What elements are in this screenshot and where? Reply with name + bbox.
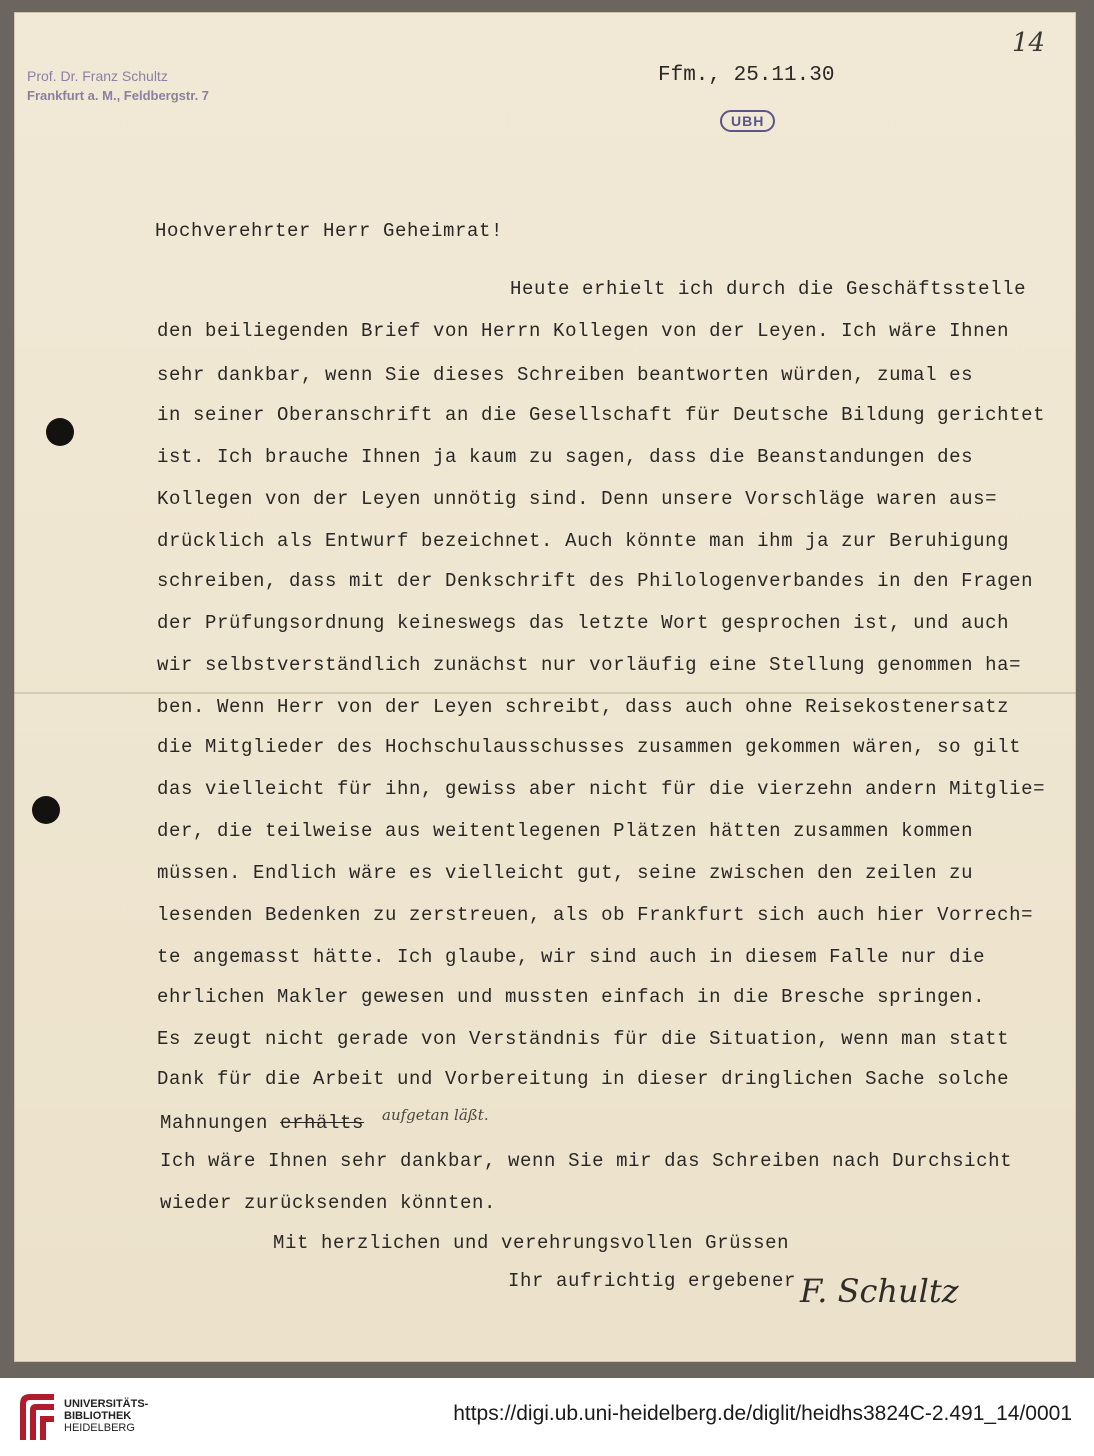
body-line: Heute erhielt ich durch die Geschäftsstelle bbox=[510, 278, 1027, 300]
library-name bbox=[64, 1398, 148, 1434]
body-line: sehr dankbar, wenn Sie dieses Schreiben beantworten würden, zumal es bbox=[157, 364, 974, 386]
body-line: ist. Ich brauche Ihnen ja kaum zu sagen, dass die Beanstandungen des bbox=[157, 446, 974, 468]
document-url[interactable]: https://digi.ub.uni-heidelberg.de/diglit/heidhs3824C-2.491_14/0001 bbox=[453, 1402, 1072, 1425]
body-line: te angemasst hätte. Ich glaube, wir sind auch in diesem Falle nur die bbox=[157, 946, 986, 968]
body-line: in seiner Oberanschrift an die Gesellschaft für Deutsche Bildung gerichtet bbox=[157, 404, 1046, 426]
salutation: Hochverehrter Herr Geheimrat! bbox=[155, 220, 504, 242]
folio-number: 14 bbox=[1012, 28, 1046, 58]
word-mahnungen: Mahnungen bbox=[160, 1112, 269, 1134]
body-line: ben. Wenn Herr von der Leyen schreibt, dass auch ohne Reisekostenersatz bbox=[157, 696, 1010, 718]
body-line: ehrlichen Makler gewesen und mussten einfach in die Bresche springen. bbox=[157, 986, 986, 1008]
letterhead-name: Prof. Dr. Franz Schultz bbox=[27, 68, 168, 84]
body-line: lesenden Bedenken zu zerstreuen, als ob Frankfurt sich auch hier Vorrech= bbox=[157, 904, 1034, 926]
viewer-footer bbox=[0, 1378, 1094, 1456]
body-line-mahnungen bbox=[160, 1112, 364, 1134]
letter-date: Ffm., 25.11.30 bbox=[658, 64, 835, 87]
punch-hole-top bbox=[46, 418, 74, 446]
body-line: Kollegen von der Leyen unnötig sind. Denn unsere Vorschläge waren aus= bbox=[157, 488, 998, 510]
body-line: den beiliegenden Brief von Herrn Kollegen von der Leyen. Ich wäre Ihnen bbox=[157, 320, 1010, 342]
letterhead-stamp bbox=[27, 66, 209, 106]
body-line: wir selbstverständlich zunächst nur vorläufig eine Stellung genommen ha= bbox=[157, 654, 1022, 676]
body-line: der Prüfungsordnung keineswegs das letzte Wort gesprochen ist, und auch bbox=[157, 612, 1010, 634]
handwritten-correction: aufgetan läßt. bbox=[382, 1106, 489, 1124]
body-line: müssen. Endlich wäre es vielleicht gut, seine zwischen den zeilen zu bbox=[157, 862, 974, 884]
greeting: Mit herzlichen und verehrungsvollen Grüssen bbox=[273, 1232, 790, 1254]
library-name-line: HEIDELBERG bbox=[64, 1422, 135, 1434]
struck-word: erhälts bbox=[280, 1112, 365, 1134]
body-line: drücklich als Entwurf bezeichnet. Auch könnte man ihm ja zur Beruhigung bbox=[157, 530, 1010, 552]
body-line: Dank für die Arbeit und Vorbereitung in dieser dringlichen Sache solche bbox=[157, 1068, 1010, 1090]
signature: F. Schultz bbox=[800, 1272, 959, 1310]
body-line: der, die teilweise aus weitentlegenen Plätzen hätten zusammen kommen bbox=[157, 820, 974, 842]
body-line: Es zeugt nicht gerade von Verständnis für die Situation, wenn man statt bbox=[157, 1028, 1010, 1050]
body-line: das vielleicht für ihn, gewiss aber nicht für die vierzehn andern Mitglie= bbox=[157, 778, 1046, 800]
library-stamp: UBH bbox=[720, 110, 775, 132]
sign-off: Ihr aufrichtig ergebener bbox=[508, 1270, 797, 1292]
closing-line: wieder zurücksenden könnten. bbox=[160, 1192, 497, 1214]
closing-line: Ich wäre Ihnen sehr dankbar, wenn Sie mir das Schreiben nach Durchsicht bbox=[160, 1150, 1013, 1172]
paper-fold bbox=[14, 692, 1076, 694]
punch-hole-bottom bbox=[32, 796, 60, 824]
letterhead-address: Frankfurt a. M., Feldbergstr. 7 bbox=[27, 88, 210, 103]
library-name-line: BIBLIOTHEK bbox=[64, 1410, 132, 1422]
body-line: schreiben, dass mit der Denkschrift des Philologenverbandes in den Fragen bbox=[157, 570, 1034, 592]
body-line: die Mitglieder des Hochschulausschusses zusammen gekommen wären, so gilt bbox=[157, 736, 1022, 758]
library-logo-icon bbox=[14, 1388, 58, 1446]
library-name-line: UNIVERSITÄTS- bbox=[64, 1398, 149, 1410]
